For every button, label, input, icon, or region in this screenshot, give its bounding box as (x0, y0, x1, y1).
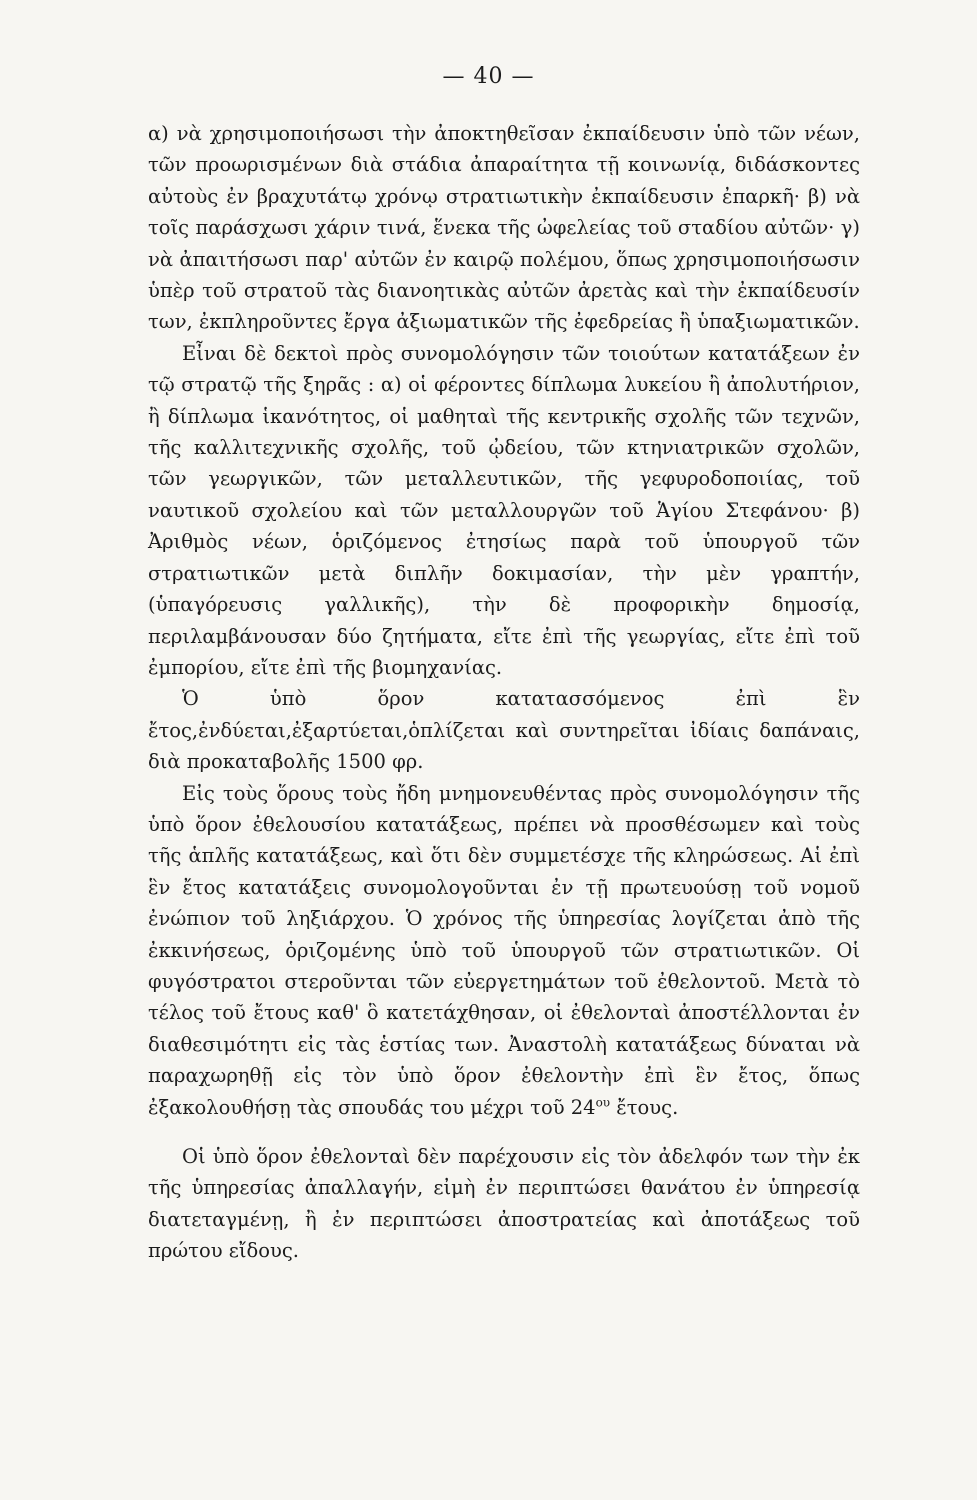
page-number: — 40 — (442, 64, 535, 89)
paragraph-1: α) νὰ χρησιμοποιήσωσι τὴν ἀποκτηθεῖσαν ἐκπαίδευσιν ὑπὸ τῶν νέων, τῶν προωρισμένων διὰ στάδια ἀπαραίτητα τῇ κοινωνίᾳ, διδάσκοντες αὐτοὺς ἐν βραχυτάτῳ χρόνῳ στρατιωτικὴν ἐκπαίδευσιν ἐπαρκῆ· β) νὰ τοῖς παράσχωσι χάριν τινά, ἕνεκα τῆς ὠφελείας τοῦ σταδίου αὐτῶν· γ) νὰ ἀπαιτήσωσι παρ' αὐτῶν ἐν καιρῷ πολέμου, ὅπως χρησιμοποιήσωσιν ὑπὲρ τοῦ στρατοῦ τὰς διανοητικὰς αὐτῶν ἀρετὰς καὶ τὴν ἐκπαίδευσίν των, ἐκπληροῦντες ἔργα ἀξιωματικῶν τῆς ἐφεδρείας ἢ ὑπαξιωματικῶν. (148, 122, 860, 334)
paragraph-4-end: ἔτους. (610, 1095, 679, 1119)
paragraph-4-text: Εἰς τοὺς ὅρους τοὺς ἤδη μνημονευθέντας πρὸς συνομολόγησιν τῆς ὑπὸ ὅρον ἐθελουσίου κατατάξεως, πρέπει νὰ προσθέσωμεν καὶ τοὺς τῆς ἁπλῆς κατατάξεως, καὶ ὅτι δὲν συμμετέσχε τῆς κληρώσεως. Αἱ ἐπὶ ἓν ἔτος κατατάξεις συνομολογοῦνται ἐν τῇ πρωτευούσῃ τοῦ νομοῦ ἐνώπιον τοῦ ληξιάρχου. Ὁ χρόνος τῆς ὑπηρεσίας λογίζεται ἀπὸ τῆς ἐκκινήσεως, ὁριζομένης ὑπὸ τοῦ ὑπουργοῦ τῶν στρατιωτικῶν. Οἱ φυγόστρατοι στεροῦνται τῶν εὐεργετημάτων τοῦ ἐθελοντοῦ. Μετὰ τὸ τέλος τοῦ ἔτους καθ' ὃ κατετάχθησαν, οἱ ἐθελονταὶ ἀποστέλλονται ἐν διαθεσιμότητι εἰς τὰς ἑστίας των. Ἀναστολὴ κατατάξεως δύναται νὰ παραχωρηθῇ εἰς τὸν ὑπὸ ὅρον ἐθελοντὴν ἐπὶ ἓν ἔτος, ὅπως ἐξακολουθήσῃ τὰς σπουδάς του μέχρι τοῦ 24 (148, 781, 860, 1119)
paragraph-4 (148, 778, 860, 1123)
paragraph-3: Ὁ ὑπὸ ὅρον κατατασσόμενος ἐπὶ ἓν ἔτος,ἐνδύεται,ἐξαρτύεται,ὁπλίζεται καὶ συντηρεῖται ἰδίαις δαπάναις, διὰ προκαταβολῆς 1500 φρ. (148, 687, 860, 774)
paragraph-2: Εἶναι δὲ δεκτοὶ πρὸς συνομολόγησιν τῶν τοιούτων κατατάξεων ἐν τῷ στρατῷ τῆς ξηρᾶς : α) οἱ φέροντες δίπλωμα λυκείου ἢ ἀπολυτήριον, ἢ δίπλωμα ἱκανότητος, οἱ μαθηταὶ τῆς κεντρικῆς σχολῆς τῶν τεχνῶν, τῆς καλλιτεχνικῆς σχολῆς, τοῦ ᾠδείου, τῶν κτηνιατρικῶν σχολῶν, τῶν γεωργικῶν, τῶν μεταλλευτικῶν, τῆς γεφυροδοποιίας, τοῦ ναυτικοῦ σχολείου καὶ τῶν μεταλλουργῶν τοῦ Ἁγίου Στεφάνου· β) Ἀριθμὸς νέων, ὁριζόμενος ἐτησίως παρὰ τοῦ ὑπουργοῦ τῶν στρατιωτικῶν μετὰ διπλῆν δοκιμασίαν, τὴν μὲν γραπτήν, (ὑπαγόρευσις γαλλικῆς), τὴν δὲ προφορικὴν δημοσίᾳ, περιλαμβάνουσαν δύο ζητήματα, εἴτε ἐπὶ τῆς γεωργίας, εἴτε ἐπὶ τοῦ ἐμπορίου, εἴτε ἐπὶ τῆς βιομηχανίας. (148, 341, 860, 679)
body-text (148, 118, 860, 1267)
ordinal-suffix: ου (595, 1095, 611, 1110)
paragraph-5: Οἱ ὑπὸ ὅρον ἐθελονταὶ δὲν παρέχουσιν εἰς τὸν ἀδελφόν των τὴν ἐκ τῆς ὑπηρεσίας ἀπαλλαγήν, εἰμὴ ἐν περιπτώσει θανάτου ἐν ὑπηρεσίᾳ διατεταγμένῃ, ἢ ἐν περιπτώσει ἀποστρατείας καὶ ἀποτάξεως τοῦ πρώτου εἴδους. (148, 1145, 860, 1263)
